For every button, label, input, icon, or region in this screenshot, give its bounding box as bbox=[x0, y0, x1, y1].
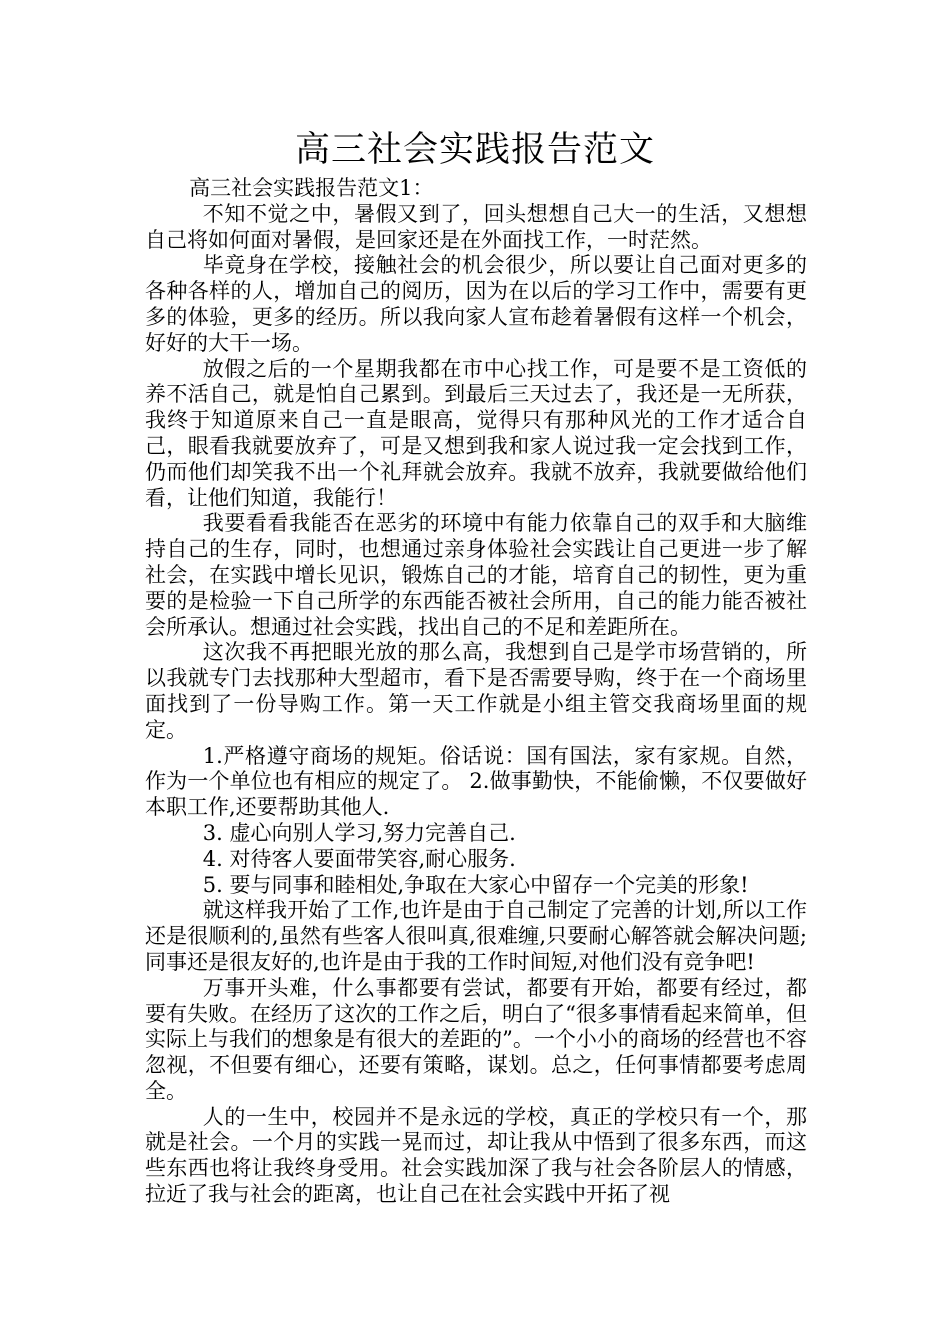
document-body bbox=[145, 176, 807, 1208]
paragraph: 毕竟身在学校，接触社会的机会很少，所以要让自己面对更多的各种各样的人，增加自己的阅历，因为在以后的学习工作中，需要有更多的体验，更多的经历。所以我向家人宣布趁着暑假有这样一个机会，好好的大干一场。 bbox=[145, 253, 807, 355]
subheading: 高三社会实践报告范文1： bbox=[189, 176, 434, 200]
paragraph: 人的一生中，校园并不是永远的学校，真正的学校只有一个，那就是社会。一个月的实践一晃而过，却让我从中悟到了很多东西，而这些东西也将让我终身受用。社会实践加深了我与社会各阶层人的情感，拉近了我与社会的距离，也让自己在社会实践中开拓了视 bbox=[145, 1104, 807, 1207]
paragraph: 万事开头难，什么事都要有尝试，都要有开始，都要有经过，都要有失败。在经历了这次的工作之后，明白了“很多事情看起来简单，但实际上与我们的想象是有很大的差距的”。一个小小的商场的经营也不容忽视，不但要有细心，还要有策略，谋划。总之，任何事情都要考虑周全。 bbox=[145, 975, 807, 1103]
paragraph: 放假之后的一个星期我都在市中心找工作，可是要不是工资低的养不活自己，就是怕自己累到。到最后三天过去了，我还是一无所获，我终于知道原来自己一直是眼高，觉得只有那种风光的工作才适合自己，眼看我就要放弃了，可是又想到我和家人说过我一定会找到工作，仍而他们却笑我不出一个礼拜就会放弃。我就不放弃，我就要做给他们看，让他们知道，我能行！ bbox=[145, 356, 807, 510]
paragraph: 我要看看我能否在恶劣的环境中有能力依靠自己的双手和大脑维持自己的生存，同时，也想通过亲身体验社会实践让自己更进一步了解社会，在实践中增长见识，锻炼自己的才能，培育自己的韧性，更为重要的是检验一下自己所学的东西能否被社会所用，自己的能力能否被社会所承认。想通过社会实践，找出自己的不足和差距所在。 bbox=[145, 511, 807, 639]
paragraph: 这次我不再把眼光放的那么高，我想到自己是学市场营销的，所以我就专门去找那种大型超市，看下是否需要导购，终于在一个商场里面找到了一份导购工作。第一天工作就是小组主管交我商场里面的规定。 bbox=[145, 640, 807, 742]
document-title: 高三社会实践报告范文 bbox=[294, 130, 655, 170]
rule-item-5: 5. 要与同事和睦相处,争取在大家心中留存一个完美的形象! bbox=[202, 872, 749, 897]
paragraph: 不知不觉之中，暑假又到了，回头想想自己大一的生活，又想想自己将如何面对暑假，是回家还是在外面找工作，一时茫然。 bbox=[145, 201, 807, 252]
rule-item-3: 3. 虚心向别人学习,努力完善自己. bbox=[202, 820, 516, 845]
rule-item-1-2: 1.严格遵守商场的规矩。俗话说：国有国法，家有家规。自然，作为一个单位也有相应的规定了。 2.做事勤快，不能偷懒，不仅要做好本职工作,还要帮助其他人. bbox=[145, 743, 807, 820]
paragraph: 就这样我开始了工作,也许是由于自己制定了完善的计划,所以工作还是很顺利的,虽然有些客人很叫真,很难缠,只要耐心解答就会解决问题;同事还是很友好的,也许是由于我的工作时间短,对他们没有竞争吧! bbox=[145, 898, 807, 974]
rule-item-4: 4. 对待客人要面带笑容,耐心服务. bbox=[202, 846, 516, 871]
